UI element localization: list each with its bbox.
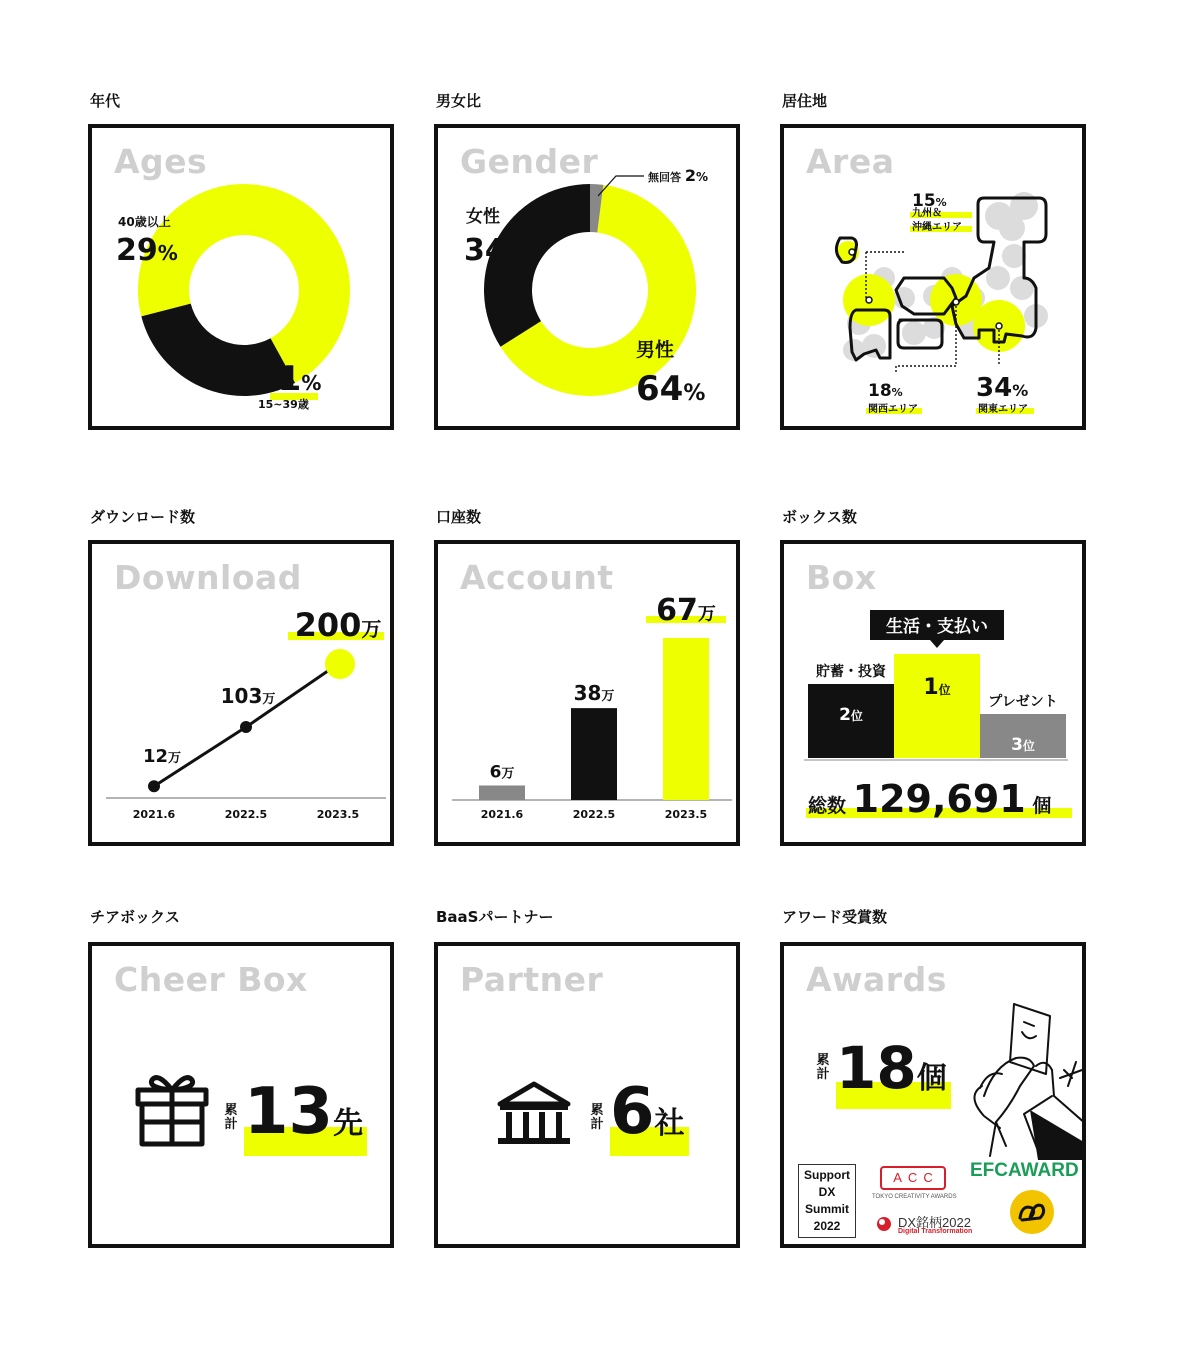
box-card [780,540,1086,846]
box-card-title: Box [806,558,877,597]
ages-older-label: 40歳以上 [118,215,171,229]
cheer-value-wrap [244,1075,367,1156]
download-xtick-2: 2023.5 [316,808,360,821]
account-heading: 口座数 [436,508,482,526]
download-point-0 [148,780,160,792]
area-kyushu-label-2: 沖縄エリア [912,222,962,233]
box-rank-1: 1位 [923,675,951,700]
awards-prefix: 累計 [816,1053,830,1082]
cheer-card [88,942,394,1248]
bank-icon [438,946,736,1244]
account-bar-0 [479,785,525,800]
area-card-title: Area [806,142,895,181]
account-bar-2 [663,638,709,800]
account-card-title: Account [460,558,614,597]
cheer-unit: 先 [333,1106,364,1141]
area-card [780,124,1086,430]
awards-card-title: Awards [806,960,947,999]
gender-female-value: 34% [464,233,526,268]
acc-logo-subtitle: TOKYO CREATIVITY AWARDS [872,1194,957,1200]
dx-brand-subtitle: Digital Transformation [898,1228,973,1235]
gender-card [434,124,740,430]
download-card [88,540,394,846]
box-rank-0: 2位 [839,705,863,725]
efc-award-logo: EFCAWARD [970,1160,1079,1181]
dx-brand-logo: DX銘柄2022 [898,1215,971,1230]
gender-male-label: 男性 [636,339,675,361]
gender-none-label: 無回答 2% [648,166,709,185]
download-heading: ダウンロード数 [90,508,196,526]
account-xtick-2: 2023.5 [664,808,708,821]
box-cat-2: プレゼント [988,694,1058,710]
cheer-heading: チアボックス [90,908,180,926]
ages-donut-chart [92,128,390,426]
account-xtick-1: 2022.5 [572,808,616,821]
partner-prefix: 累計 [590,1103,604,1132]
area-kyushu-value: 15% [912,191,947,211]
gender-card-title: Gender [460,142,599,181]
ages-young-label: 15~39歳 [258,398,309,411]
account-bar-chart [438,544,736,842]
partner-value: 6 [610,1075,655,1149]
area-heading: 居住地 [782,92,828,110]
download-label-2: 200万 [294,606,382,644]
gender-donut-chart [438,128,736,426]
download-line-chart [92,544,390,842]
account-label-0: 6万 [489,762,515,783]
download-point-2 [325,649,355,679]
box-cat-1: 生活・支払い [886,617,988,637]
box-rank-2: 3位 [1011,735,1035,755]
account-card [434,540,740,846]
box-cat-0: 貯蓄・投資 [816,664,886,680]
area-kansai-label: 関西エリア [868,404,918,415]
account-label-1: 38万 [573,681,615,706]
acc-logo: ACC [880,1166,946,1190]
account-bar-1 [571,708,617,800]
box-heading: ボックス数 [782,508,857,526]
box-cat-1-pointer [930,640,944,648]
cheer-prefix: 累計 [224,1103,238,1132]
dandad-pencil-logo [784,946,1082,1244]
download-label-0: 12万 [142,746,182,768]
awards-heading: アワード受賞数 [782,908,888,926]
account-xtick-0: 2021.6 [480,808,524,821]
awards-value: 18 [836,1034,917,1102]
download-label-1: 103万 [220,684,276,709]
partner-card [434,942,740,1248]
account-label-2: 67万 [656,593,716,628]
gender-female-label: 女性 [466,207,500,227]
area-kanto-label: 関東エリア [978,404,1028,415]
download-xtick-1: 2022.5 [224,808,268,821]
japan-map-illustration [784,128,1082,426]
box-total: 総数 129,691 個 [808,777,1052,821]
cheer-card-title: Cheer Box [114,960,308,999]
partner-value-wrap [610,1075,689,1156]
download-point-1 [240,721,252,733]
ages-young-value: 71% [254,359,322,399]
gender-heading: 男女比 [436,92,482,110]
area-kansai-value: 18% [868,381,903,401]
partner-unit: 社 [654,1106,685,1141]
box-podium-chart [784,544,1082,842]
partner-heading: BaaSパートナー [436,908,554,926]
ages-older-value: 29% [116,233,178,268]
awards-card [780,942,1086,1248]
partner-card-title: Partner [460,960,604,999]
cheer-value: 13 [244,1075,334,1149]
download-card-title: Download [114,558,302,597]
ages-heading: 年代 [90,92,121,110]
download-xtick-0: 2021.6 [132,808,176,821]
gender-male-value: 64% [636,369,706,409]
ages-card-title: Ages [114,142,208,181]
awards-unit: 個 [916,1061,947,1096]
box-bar-1 [894,654,980,758]
ages-card [88,124,394,430]
area-kanto-value: 34% [976,373,1029,403]
area-kyushu-label: 九州＆ [912,208,942,219]
support-dx-summit-logo: Support DX Summit 2022 [798,1164,856,1238]
